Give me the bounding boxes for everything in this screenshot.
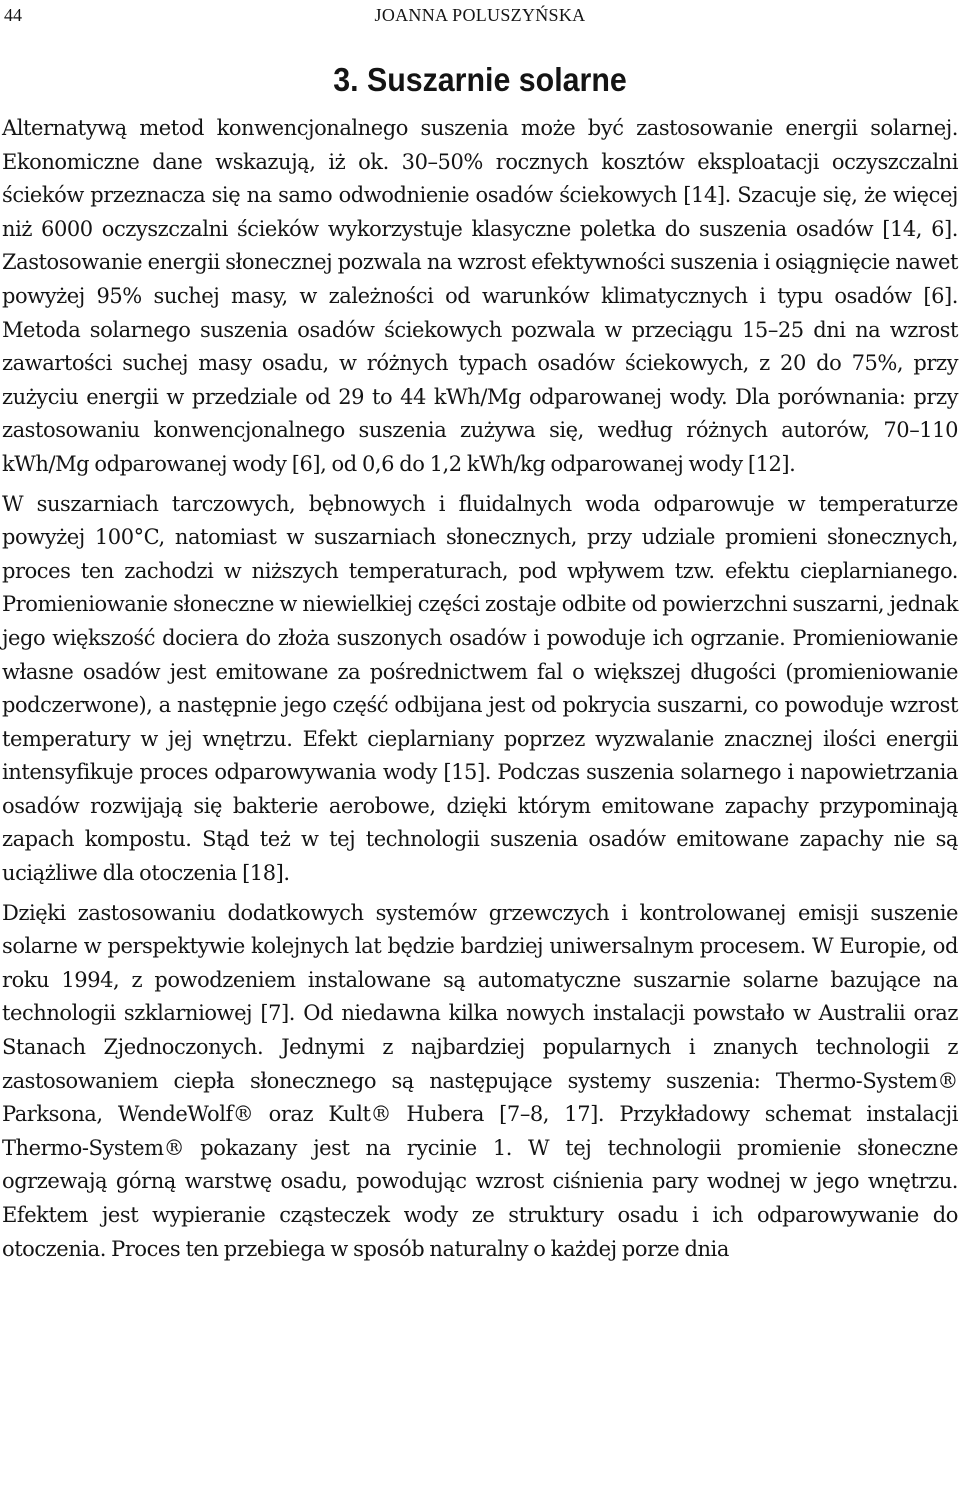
- paragraph-1: Alternatywą metod konwencjonalnego suszenia może być zastosowanie energii solarnej. Ekonomiczne dane wskazują, iż ok. 30–50% rocznych kosztów eksploatacji oczyszczalni ścieków przeznacza się na samo odwodnienie osadów ściekowych [14]. Szacuje się, że więcej niż 6000 oczyszczalni ścieków wykorzystuje klasyczne poletka do suszenia osadów [14, 6]. Zastosowanie energii słonecznej pozwala na wzrost efektywności suszenia i osiągnięcie nawet powyżej 95% suchej masy, w zależności od warunków klimatycznych i typu osadów [6]. Metoda solarnego suszenia osadów ściekowych pozwala w przeciągu 15–25 dni na wzrost zawartości suchej masy osadu, w różnych typach osadów ściekowych, z 20 do 75%, przy zużyciu energii w przedziale od 29 to 44 kWh/Mg odparowanej wody. Dla porównania: przy zastosowaniu konwencjonalnego suszenia zużywa się, według różnych autorów, 70–110 kWh/Mg odparowanej wody [6], od 0,6 do 1,2 kWh/kg odparowanej wody [12].: [2, 116, 958, 476]
- running-header: [2, 0, 958, 30]
- paragraph-3: Dzięki zastosowaniu dodatkowych systemów grzewczych i kontrolowanej emisji suszenie solarne w perspektywie kolejnych lat będzie bardziej uniwersalnym procesem. W Europie, od roku 1994, z powodzeniem instalowane są automatyczne suszarnie solarne bazujące na technologii szklarniowej [7]. Od niedawna kilka nowych instalacji powstało w Australii oraz Stanach Zjednoczonych. Jednymi z najbardziej popularnych i znanych technologii z zastosowaniem ciepła słonecznego są następujące systemy suszenia: Thermo-System® Parksona, WendeWolf® oraz Kult® Hubera [7–8, 17]. Przykładowy schemat instalacji Thermo-System® pokazany jest na rycinie 1. W tej technologii promienie słoneczne ogrzewają górną warstwę osadu, powodując wzrost ciśnienia pary wodnej w jego wnętrzu. Efektem jest wypieranie cząsteczek wody ze struktury osadu i ich odparowywanie do otoczenia. Proces ten przebiega w sposób naturalny o każdej porze dnia: [2, 900, 958, 1261]
- section-title: 3. Suszarnie solarne: [333, 61, 627, 98]
- paragraph-2: W suszarniach tarczowych, bębnowych i fluidalnych woda odparowuje w temperaturze powyżej 100°C, natomiast w suszarniach słonecznych, przy udziale promieni słonecznych, proces ten zachodzi w niższych temperaturach, pod wpływem tzw. efektu cieplarnianego. Promieniowanie słoneczne w niewielkiej części zostaje odbite od powierzchni suszarni, jednak jego większość dociera do złoża suszonych osadów i powoduje ich ogrzanie. Promieniowanie własne osadów jest emitowane za pośrednictwem fal o większej długości (promieniowanie podczerwone), a następnie jego część odbijana jest od pokrycia suszarni, co powoduje wzrost temperatury w jej wnętrzu. Efekt cieplarniany poprzez wyzwalanie znacznej ilości energii intensyfikuje proces odparowywania wody [15]. Podczas suszenia solarnego i napowietrzania osadów rozwijają się bakterie aerobowe, dzięki którym emitowane zapachy przypominają zapach kompostu. Stąd też w tej technologii suszenia osadów emitowane zapachy nie są uciążliwe dla otoczenia [18].: [2, 491, 958, 886]
- page-number: 44: [4, 5, 22, 25]
- author-header: JOANNA POLUSZYŃSKA: [374, 5, 586, 25]
